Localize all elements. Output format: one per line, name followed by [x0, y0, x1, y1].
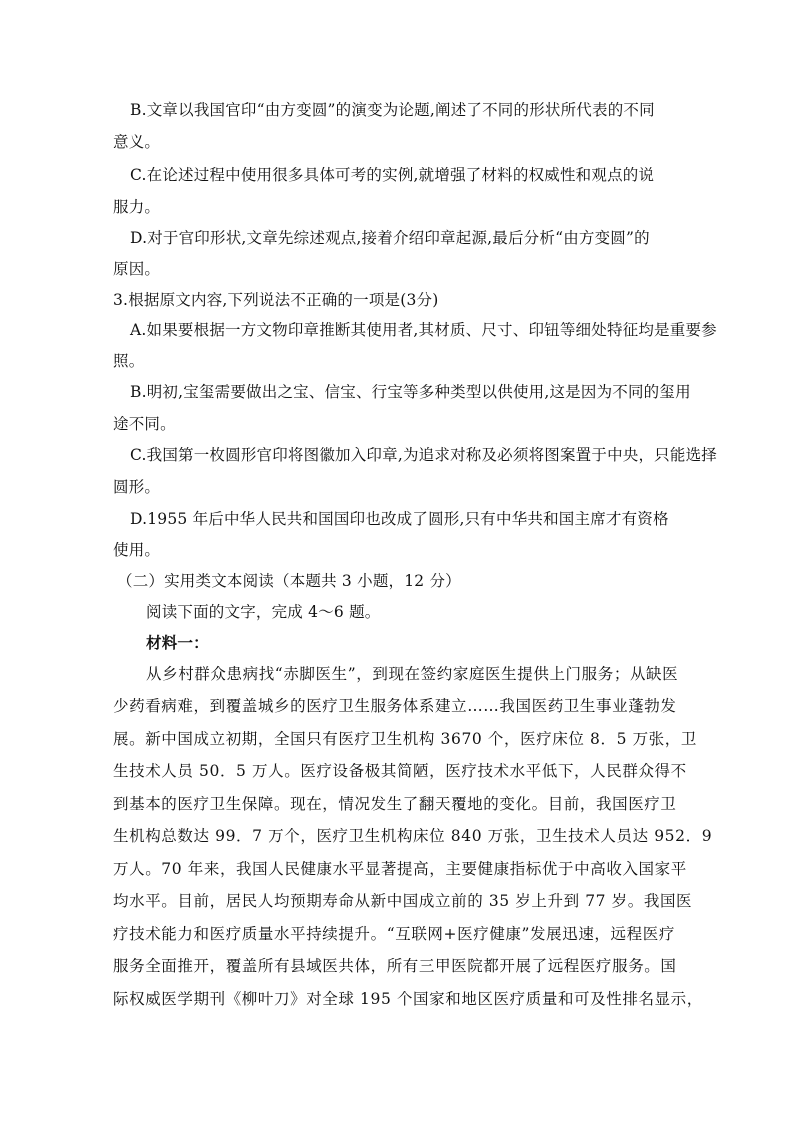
q3-option-d-line1: D.1955 年后中华人民共和国国印也改成了圆形,只有中华共和国主席才有资格	[130, 510, 669, 528]
q2-option-c-line2: 服力。	[113, 198, 161, 216]
q3-option-b-line1: B.明初,宝玺需要做出之宝、信宝、行宝等多种类型以供使用,这是因为不同的玺用	[130, 383, 691, 401]
q3-stem: 3.根据原文内容,下列说法不正确的一项是(3分)	[113, 291, 439, 309]
q2-option-c-line1: C.在论述过程中使用很多具体可考的实例,就增强了材料的权威性和观点的说	[130, 166, 655, 184]
section-heading: （二）实用类文本阅读（本题共 3 小题，12 分）	[117, 572, 461, 590]
material-line: 从乡村群众患病找“赤脚医生”，到现在签约家庭医生提供上门服务；从缺医	[146, 665, 679, 683]
q3-option-c-line1: C.我国第一枚圆形官印将图徽加入印章,为追求对称及必须将图案置于中央，只能选择	[130, 446, 717, 464]
material-line: 万人。70 年来，我国人民健康水平显著提高，主要健康指标优于中高收入国家平	[113, 860, 687, 878]
material-line: 服务全面推开，覆盖所有县域医共体，所有三甲医院都开展了远程医疗服务。国	[113, 957, 677, 975]
q2-option-d-line1: D.对于官印形状,文章先综述观点,接着介绍印章起源,最后分析“由方变圆”的	[130, 229, 650, 247]
material-line: 少药看病难，到覆盖城乡的医疗卫生服务体系建立……我国医药卫生事业蓬勃发	[113, 697, 677, 715]
material-line: 际权威医学期刊《柳叶刀》对全球 195 个国家和地区医疗质量和可及性排名显示，	[113, 990, 703, 1008]
material-line: 均水平。目前，居民人均预期寿命从新中国成立前的 35 岁上升到 77 岁。我国医	[113, 892, 693, 910]
q3-option-a-line1: A.如果要根据一方文物印章推断其使用者,其材质、尺寸、印钮等细处特征均是重要参	[130, 321, 717, 339]
q2-option-b-line2: 意义。	[113, 133, 161, 151]
material-line: 生机构总数达 99．7 万个，医疗卫生机构床位 840 万张，卫生技术人员达 952．9	[113, 827, 713, 845]
material-line: 疗技术能力和医疗质量水平持续提升。“互联网+医疗健康”发展迅速，远程医疗	[113, 925, 675, 943]
q3-option-b-line2: 途不同。	[113, 415, 176, 433]
q2-option-b-line1: B.文章以我国官印“由方变圆”的演变为论题,阐述了不同的形状所代表的不同	[130, 101, 655, 119]
material-line: 到基本的医疗卫生保障。现在，情况发生了翻天覆地的变化。目前，我国医疗卫	[113, 795, 677, 813]
q3-option-d-line2: 使用。	[113, 541, 161, 559]
q3-option-a-line2: 照。	[113, 352, 145, 370]
q2-option-d-line2: 原因。	[113, 260, 161, 278]
material-label: 材料一：	[146, 633, 209, 652]
material-line: 展。新中国成立初期，全国只有医疗卫生机构 3670 个，医疗床位 8．5 万张，卫	[113, 730, 697, 748]
section-instruction: 阅读下面的文字，完成 4～6 题。	[146, 603, 381, 621]
material-line: 生技术人员 50．5 万人。医疗设备极其简陋，医疗技术水平低下，人民群众得不	[113, 762, 687, 780]
q3-option-c-line2: 圆形。	[113, 478, 161, 496]
